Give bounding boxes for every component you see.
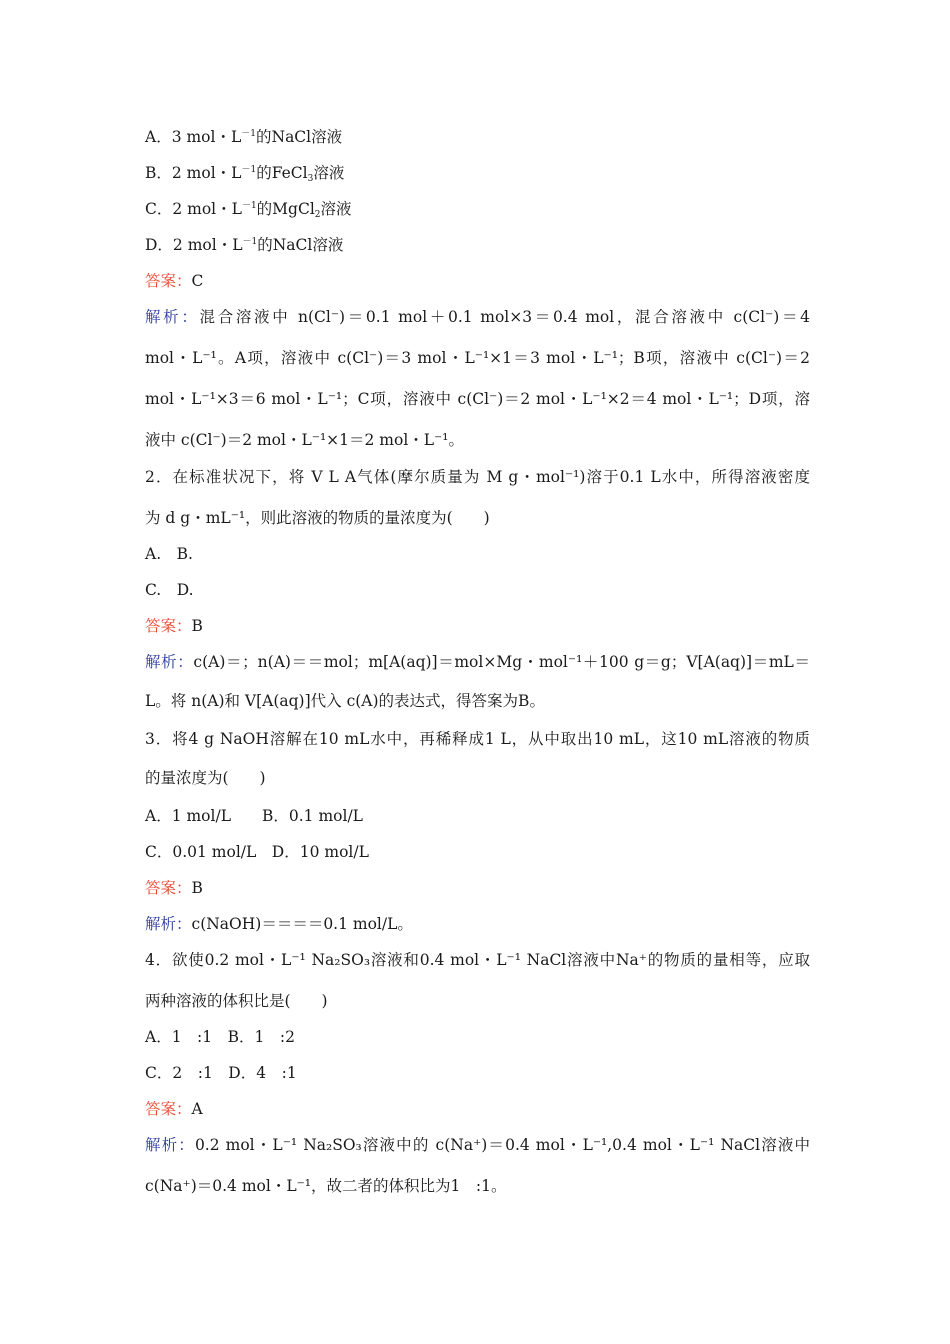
q1-option-b: B．2 mol・$L^{-1}$的FeCl$_3$溶液 — [145, 164, 345, 184]
q2-stem-line-1: 2．在标准状况下，将 V L A气体(摩尔质量为 M g・mol⁻¹)溶于0.1 L水中，所得溶液密度 — [145, 468, 810, 486]
q4-analysis-line-2: c(Na⁺)＝0.4 mol・L⁻¹，故二者的体积比为1 :1。 — [145, 1177, 507, 1195]
q4-stem-line-2: 两种溶液的体积比是( ) — [145, 992, 328, 1010]
q1-option-a: A．3 mol・$L^{-1}$的NaCl溶液 — [145, 128, 343, 146]
q1-analysis-line-4: 液中 c(Cl⁻)＝2 mol・L⁻¹×1＝2 mol・L⁻¹。 — [145, 431, 464, 449]
q4-options-ab: A．1 :1 B．1 :2 — [145, 1028, 295, 1046]
q4-analysis-line-1: 解析：0.2 mol・L⁻¹ Na₂SO₃溶液中的 c(Na⁺)＝0.4 mol・L⁻¹,0.4 mol・L⁻¹ NaCl溶液中 — [145, 1136, 810, 1154]
q3-analysis: 解析：c(NaOH)＝＝＝＝0.1 mol/L。 — [145, 915, 413, 933]
q2-stem-line-2: 为 d g・mL⁻¹，则此溶液的物质的量浓度为( ) — [145, 509, 490, 527]
q4-answer: 答案：A — [145, 1100, 203, 1118]
q1-analysis-line-2: mol・L⁻¹。A项，溶液中 c(Cl⁻)＝3 mol・L⁻¹×1＝3 mol・L⁻¹；B项，溶液中 c(Cl⁻)＝2 — [145, 349, 810, 367]
q2-options-cd: C. D. — [145, 581, 194, 599]
q3-stem-line-1: 3．将4 g NaOH溶解在10 mL水中，再稀释成1 L，从中取出10 mL，这10 mL溶液的物质 — [145, 730, 810, 748]
q1-analysis-line-3: mol・L⁻¹×3＝6 mol・L⁻¹；C项，溶液中 c(Cl⁻)＝2 mol・L⁻¹×2＝4 mol・L⁻¹；D项，溶 — [145, 390, 810, 408]
q3-options-ab: A．1 mol/L B．0.1 mol/L — [145, 807, 363, 825]
q4-stem-line-1: 4．欲使0.2 mol・L⁻¹ Na₂SO₃溶液和0.4 mol・L⁻¹ NaCl溶液中Na⁺的物质的量相等，应取 — [145, 951, 810, 969]
q4-options-cd: C．2 :1 D．4 :1 — [145, 1064, 297, 1082]
q3-options-cd: C．0.01 mol/L D．10 mol/L — [145, 843, 369, 861]
q1-option-d: D．2 mol・$L^{-1}$的NaCl溶液 — [145, 236, 344, 254]
q2-analysis-line-2: L。将 n(A)和 V[A(aq)]代入 c(A)的表达式，得答案为B。 — [145, 692, 545, 710]
q2-options-ab: A. B. — [145, 545, 193, 563]
q3-stem-line-2: 的量浓度为( ) — [145, 769, 266, 787]
q2-answer: 答案：B — [145, 617, 203, 635]
q1-answer: 答案：C — [145, 272, 204, 290]
q1-option-c: C．2 mol・$L^{-1}$的MgCl$_2$溶液 — [145, 200, 352, 220]
q2-analysis-line-1: 解析：c(A)＝；n(A)＝＝mol；m[A(aq)]＝mol×Mg・mol⁻¹＋100 g＝g；V[A(aq)]＝mL＝ — [145, 653, 810, 671]
q1-analysis-line-1: 解析：混合溶液中 n(Cl⁻)＝0.1 mol＋0.1 mol×3＝0.4 mol，混合溶液中 c(Cl⁻)＝4 — [145, 308, 810, 326]
q3-answer: 答案：B — [145, 879, 203, 897]
